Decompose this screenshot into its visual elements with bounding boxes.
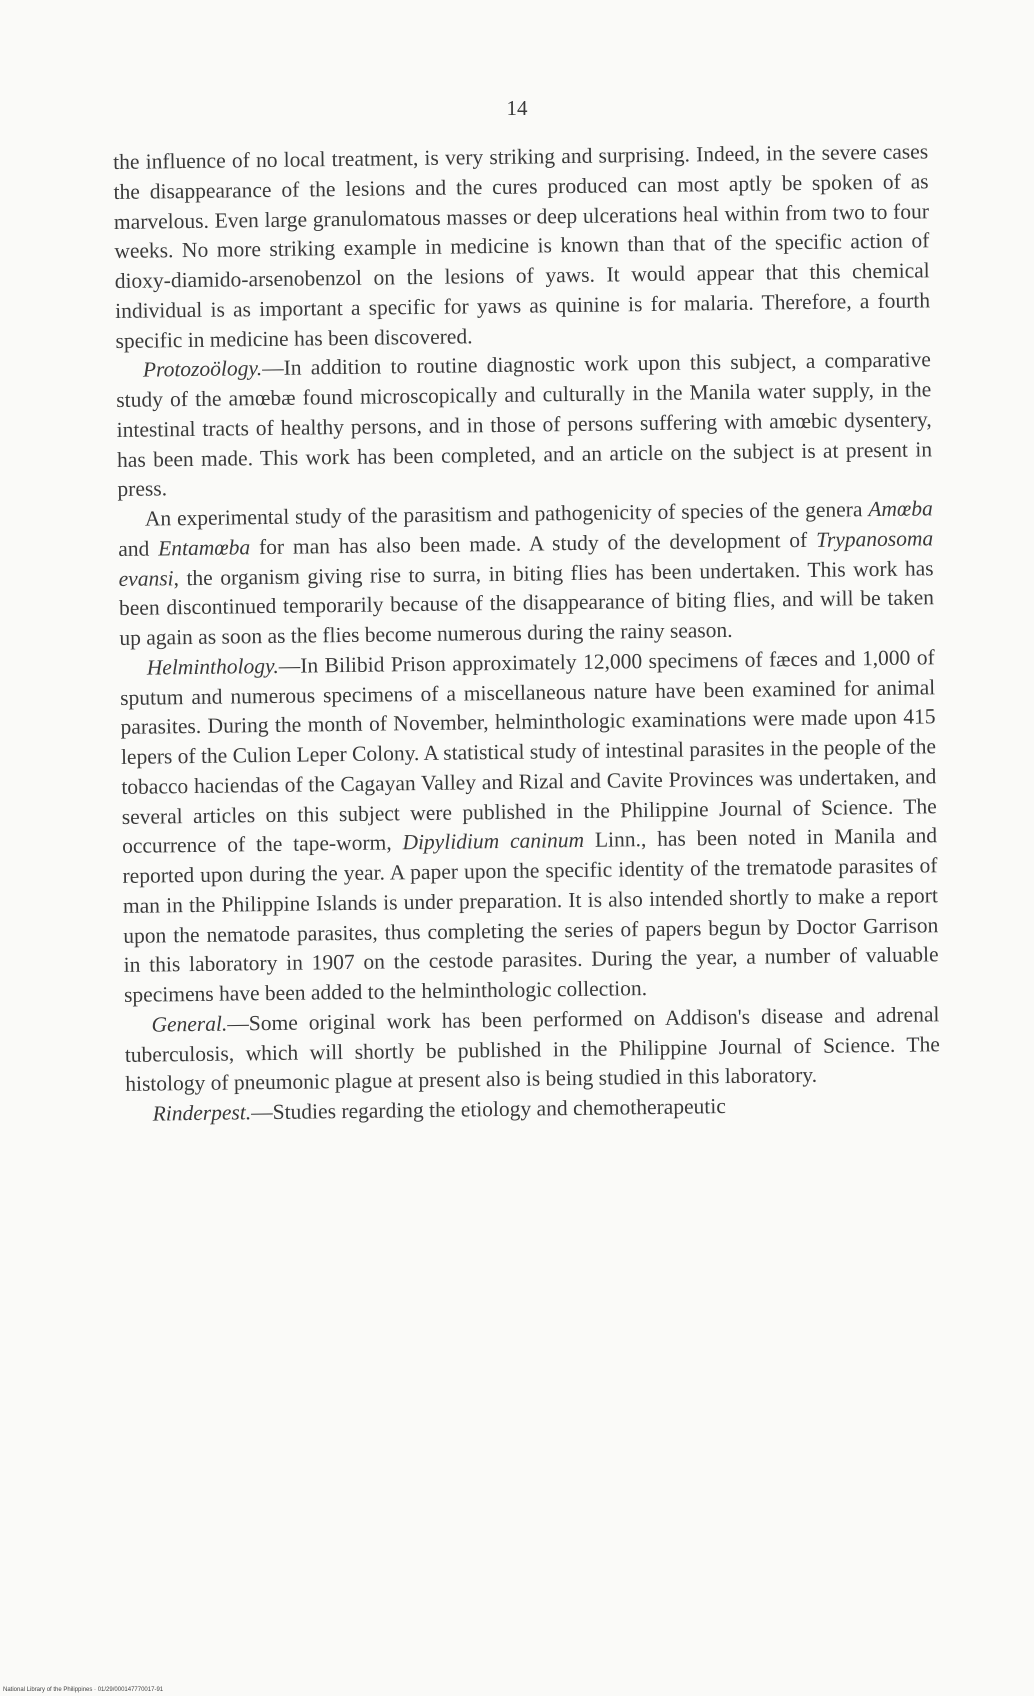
paragraph-rinderpest-text: —Studies regarding the etiology and chemotherapeutic [251, 1094, 726, 1125]
heading-general: General. [151, 1011, 228, 1037]
paragraph-helminthology [120, 643, 940, 1011]
text-segment: , the organism giving rise to surra, in biting flies has been undertaken. This work has been discontinued temporarily because of the disappearance of biting flies, and will be taken up again as soon as the flies become numerous during the rainy season. [118, 555, 935, 650]
paragraph-protozoology-text: —In addition to routine diagnostic work upon this subject, a comparative study of the amœbæ found microscopically and culturally in the Manila water supply, in the intestinal tracts of healthy persons, and in those of persons suffering with amœbic dysentery, has been made. This work has been completed, and an article on the subject is at present in press. [116, 347, 933, 502]
body-text [113, 137, 941, 1129]
paragraph-general [124, 1000, 940, 1100]
paragraph-1 [113, 137, 931, 356]
text-segment: for man has also been made. A study of the development of [249, 527, 817, 559]
text-segment: —In Bilibid Prison approximately 12,000 specimens of fæces and 1,000 of sputum and numerous specimens of a miscellaneous nature have been examined for animal parasites. During the month of November, helminthologic examinations were made upon 415 lepers of the Culion Leper Colony. A statistical study of intestinal parasites in the people of the tobacco haciendas of the Cagayan Valley and Rizal and Cavite Provinces was undertaken, and several articles on this subject were published in the Philippine Journal of Science. The occurrence of the tape-worm, [120, 645, 937, 859]
paragraph-protozoology [116, 346, 933, 505]
paragraph-experimental-study [118, 494, 935, 653]
text-segment: Linn., has been noted in Manila and reported upon during the year. A paper upon the specific identity of the trematode parasites of man in the Philippine Islands is under preparation. It is also intended shortly to make a report upon the nematode parasites, thus completing the series of papers begun by Doctor Garrison in this laboratory in 1907 on the cestode parasites. During the year, a number of valuable specimens have been added to the helminthologic collection. [122, 823, 939, 1007]
scan-footer: National Library of the Philippines · 01/29/000147770017-91 [3, 1687, 164, 1693]
page-number: 14 [506, 96, 528, 120]
text-segment: and [118, 536, 159, 561]
paragraph-general-text: —Some original work has been performed on Addison's disease and adrenal tuberculosis, which will shortly be published in the Philippine Journal of Science. The histology of pneumonic plague at present also is being studied in this laboratory. [124, 1002, 940, 1097]
heading-helminthology: Helminthology. [146, 653, 279, 680]
taxon-name: Amœba [868, 496, 933, 522]
taxon-name: Trypanosoma evansi [118, 526, 934, 591]
paragraph-1-text: the influence of no local treatment, is very striking and surprising. Indeed, in the severe cases the disappearance of the lesions and the cures produced can most aptly be spoken of as marvelous. Even large granulomatous masses or deep ulcerations heal within from two to four weeks. No more striking example in medicine is known than that of the specific action of dioxy-diamido-arsenobenzol on the lesions of yaws. It would appear that this chemical individual is as important a specific for yaws as quinine is for malaria. Therefore, a fourth specific in medicine has been discovered. [113, 139, 931, 353]
text-segment: An experimental study of the parasitism and pathogenicity of species of the genera [144, 497, 869, 531]
heading-protozoology: Protozoölogy. [142, 356, 263, 382]
taxon-name: Dipylidium caninum [402, 828, 585, 855]
taxon-name: Entamœba [158, 534, 251, 561]
heading-rinderpest: Rinderpest. [152, 1100, 252, 1126]
